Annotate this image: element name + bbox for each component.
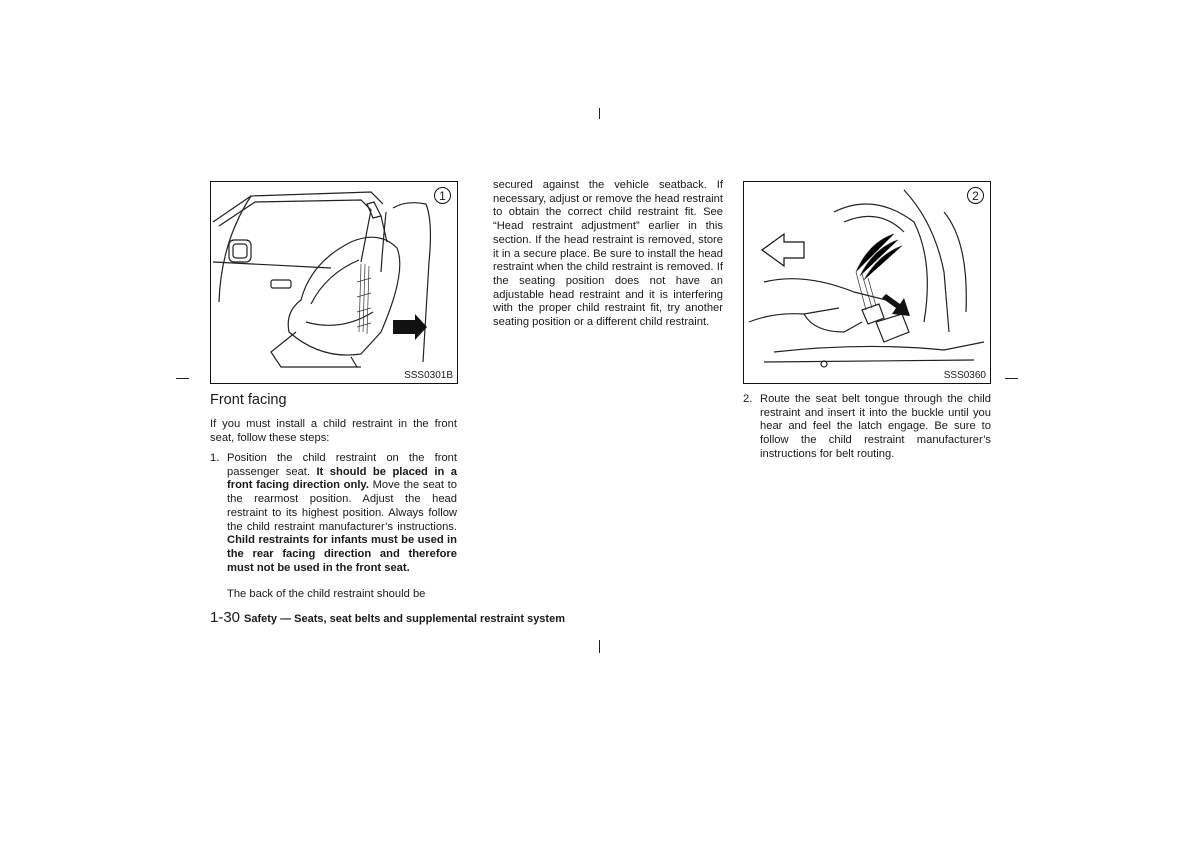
page-footer [210, 609, 565, 627]
belt-routing-illustration [744, 182, 990, 383]
step-warning: It should be placed in a front facing direction only. [227, 465, 457, 492]
step-2 [743, 393, 991, 462]
child-seat-illustration [211, 182, 457, 383]
step-warning: Child restraints for infants must be used in the rear facing direction and therefore must not be used in the front seat. [227, 534, 457, 574]
intro-paragraph: If you must install a child restraint in the front seat, follow these steps: [210, 418, 457, 444]
step-number: 1. [210, 452, 220, 464]
arrow-down-icon [882, 294, 910, 316]
step-text: Route the seat belt tongue through the child restraint and insert it into the buckle until you hear and feel the latch engage. Be sure to follow the child restraint manufacturer’s instructions for belt routing. [760, 393, 991, 460]
step-number: 2. [743, 393, 753, 405]
figure-seat-belt-tongue-routing [743, 181, 991, 384]
chapter-title: Safety — Seats, seat belts and supplemental restraint system [244, 613, 565, 625]
crop-mark-bottom [599, 640, 600, 653]
arrow-icon [393, 314, 427, 340]
figure-code: SSS0301B [404, 370, 453, 381]
step-text: Position the child restraint on the front passenger seat. [227, 452, 457, 478]
continuation-text: The back of the child restraint should be [227, 588, 426, 600]
figure-code: SSS0360 [943, 370, 986, 381]
crop-mark-right [1005, 378, 1018, 379]
figure-child-seat-front-facing [210, 181, 458, 384]
page-number: 1-30 [210, 609, 241, 626]
step-text: Move the seat to the rearmost position. Adjust the head restraint to its highest position. Always follow the child restraint manufacturer’s instructions. [227, 479, 457, 533]
figure-number-badge: 2 [967, 187, 984, 204]
continued-paragraph: secured against the vehicle seatback. If necessary, adjust or remove the head restraint to obtain the correct child restraint fit. See “Head restraint adjustment” earlier in this section. If the head restraint is removed, store it in a secure place. Be sure to install the head restraint when the child restraint is removed. If the seating position does not have an adjustable head restraint and it is interfering with the proper child restraint fit, try another seating position or a different child restraint. [493, 179, 723, 329]
crop-mark-top [599, 108, 600, 119]
crop-mark-left [176, 378, 189, 379]
section-heading: Front facing [210, 392, 287, 408]
arrow-left-icon [762, 234, 804, 266]
step-1 [210, 452, 457, 575]
figure-number-badge: 1 [434, 187, 451, 204]
